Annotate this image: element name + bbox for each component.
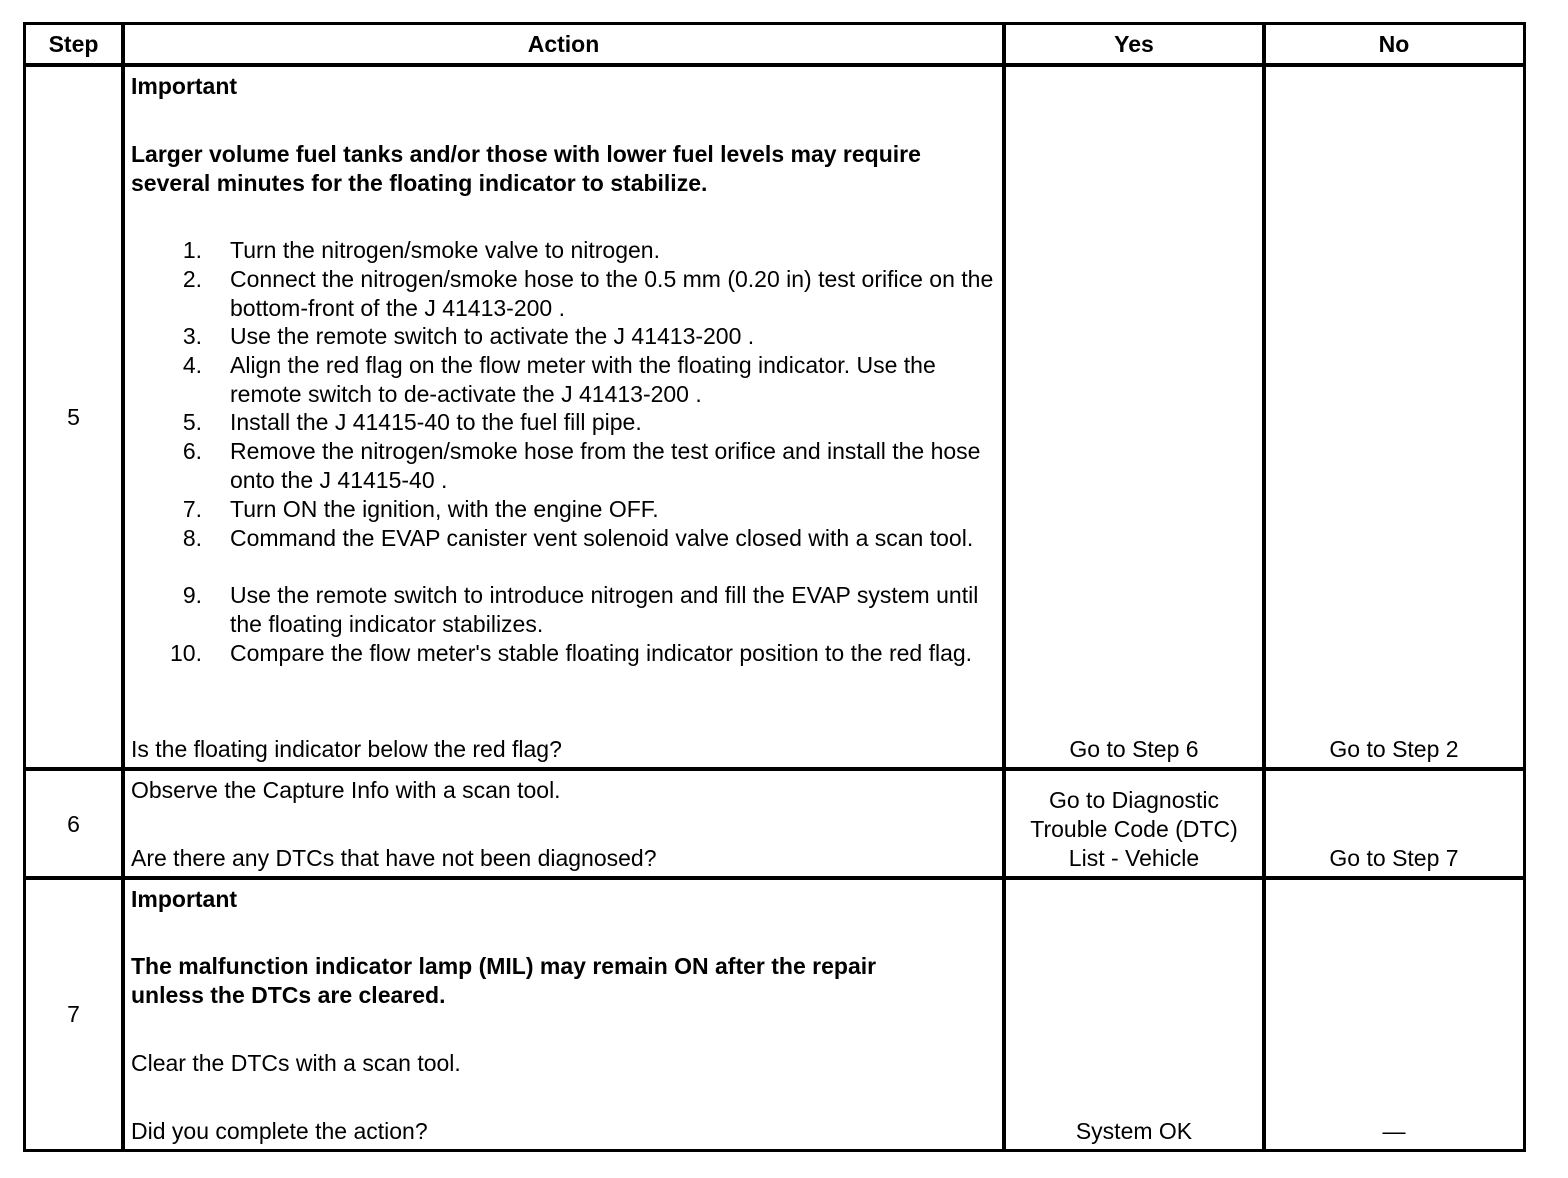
- yes-result: Trouble Code (DTC): [1030, 816, 1238, 842]
- list-item-text: Command the EVAP canister vent solenoid valve closed with a scan tool.: [230, 525, 974, 551]
- header-action: Action: [527, 31, 600, 57]
- no-result: Go to Step 2: [1329, 736, 1459, 762]
- yes-result: Go to Diagnostic: [1048, 787, 1220, 813]
- row-divider: [23, 767, 1526, 771]
- list-item-text: Connect the nitrogen/smoke hose to the 0.5 mm (0.20 in) test orifice on the bottom-front of the J 41413-200 .: [230, 266, 994, 321]
- step-number: 5: [67, 404, 80, 430]
- list-item-text: Turn ON the ignition, with the engine OFF.: [230, 496, 659, 522]
- list-item-number: 5.: [182, 409, 202, 435]
- yes-result: System OK: [1075, 1118, 1193, 1144]
- column-divider: [1262, 22, 1266, 1152]
- header-divider: [23, 63, 1526, 67]
- yes-result: Go to Step 6: [1069, 736, 1199, 762]
- list-item-number: 7.: [182, 496, 202, 522]
- no-result: —: [1382, 1118, 1406, 1144]
- header-no: No: [1378, 31, 1410, 57]
- question-text: Did you complete the action?: [131, 1118, 428, 1144]
- column-divider: [121, 22, 125, 1152]
- important-note: Larger volume fuel tanks and/or those with lower fuel levels may require: [131, 141, 921, 167]
- important-label: Important: [131, 73, 238, 99]
- column-divider: [1002, 22, 1006, 1152]
- header-yes: Yes: [1114, 31, 1154, 57]
- list-item-number: 8.: [182, 525, 202, 551]
- list-item-number: 1.: [182, 237, 202, 263]
- list-item-text: Align the red flag on the flow meter with the floating indicator. Use the remote switch to de-activate the J 41413-200 .: [230, 352, 936, 407]
- list-item-text: Compare the flow meter's stable floating indicator position to the red flag.: [230, 640, 973, 666]
- list-item-text: Turn the nitrogen/smoke valve to nitrogen.: [230, 237, 660, 263]
- important-note: The malfunction indicator lamp (MIL) may remain ON after the repair: [131, 953, 877, 979]
- list-item-number: 6.: [182, 438, 202, 464]
- yes-result: List - Vehicle: [1068, 845, 1200, 871]
- important-label: Important: [131, 886, 238, 912]
- important-note: unless the DTCs are cleared.: [131, 982, 446, 1008]
- list-item-text: Use the remote switch to introduce nitrogen and fill the EVAP system until the floating indicator stabilizes.: [230, 582, 979, 637]
- action-text: Observe the Capture Info with a scan tool.: [131, 777, 561, 803]
- step-number: 6: [67, 811, 80, 837]
- step-number: 7: [67, 1001, 80, 1027]
- list-item-text: Remove the nitrogen/smoke hose from the test orifice and install the hose onto the J 41415-40 .: [230, 438, 981, 493]
- no-result: Go to Step 7: [1329, 845, 1459, 871]
- row-divider: [23, 876, 1526, 880]
- question-text: Is the floating indicator below the red flag?: [131, 736, 562, 762]
- list-item-number: 4.: [182, 352, 202, 378]
- action-text: Clear the DTCs with a scan tool.: [131, 1050, 461, 1076]
- list-item-number: 9.: [182, 582, 202, 608]
- list-item-number: 10.: [170, 640, 202, 666]
- list-item-text: Install the J 41415-40 to the fuel fill pipe.: [230, 409, 642, 435]
- list-item-text: Use the remote switch to activate the J 41413-200 .: [230, 323, 755, 349]
- important-note: several minutes for the floating indicator to stabilize.: [131, 170, 708, 196]
- list-item-number: 2.: [182, 266, 202, 292]
- question-text: Are there any DTCs that have not been diagnosed?: [131, 845, 657, 871]
- header-step: Step: [48, 31, 99, 57]
- list-item-number: 3.: [182, 323, 202, 349]
